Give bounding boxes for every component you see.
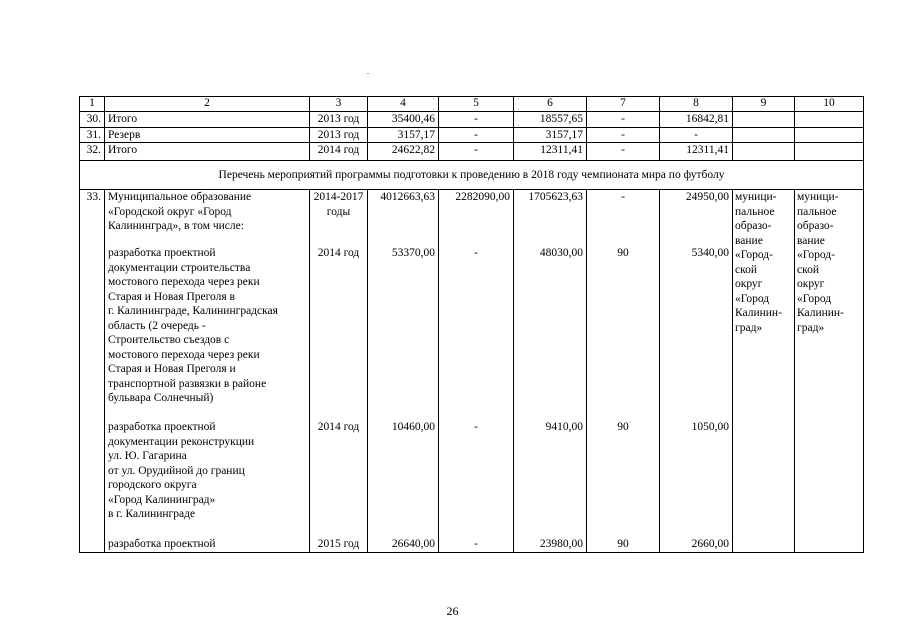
- table-row: [80, 112, 864, 128]
- row-col9: [733, 127, 795, 143]
- row-col6: 1705623,63: [514, 190, 587, 247]
- sub-item-col6: 48030,00: [514, 246, 587, 420]
- row-name: Итого: [105, 143, 310, 161]
- row-col6: 3157,17: [514, 127, 587, 143]
- sub-item-year: 2014 год: [310, 420, 368, 537]
- row-number: 31.: [80, 127, 105, 143]
- row-col7: -: [587, 143, 660, 161]
- table-row: [80, 143, 864, 161]
- row-year: 2014 год: [310, 143, 368, 161]
- sub-item-col5: -: [439, 246, 514, 420]
- row-name: Резерв: [105, 127, 310, 143]
- row-name: Муниципальное образование «Городской округ «Город Калининград», в том числе:: [105, 190, 310, 247]
- sub-item-name: разработка проектной документации реконструкции ул. Ю. Гагарина от ул. Орудийной до границ городского округа «Город Калининград» в г. Калининграде: [105, 420, 310, 537]
- row-col5: -: [439, 112, 514, 128]
- header-cell: 1: [80, 97, 105, 112]
- responsible-col10: муници- пальное образо- вание «Город- ской округ «Город Калинин- град»: [795, 190, 864, 553]
- row-col6: 18557,65: [514, 112, 587, 128]
- header-cell: 9: [733, 97, 795, 112]
- page-number: 26: [446, 604, 459, 618]
- row-number: 33.: [80, 190, 105, 553]
- row-col7: -: [587, 190, 660, 247]
- header-cell: 8: [660, 97, 733, 112]
- sub-item-col5: -: [439, 420, 514, 537]
- row-col5: -: [439, 127, 514, 143]
- header-cell: 10: [795, 97, 864, 112]
- row-number: 30.: [80, 112, 105, 128]
- row-col9: [733, 112, 795, 128]
- row-year: 2013 год: [310, 112, 368, 128]
- row-col8: 12311,41: [660, 143, 733, 161]
- row-col7: -: [587, 112, 660, 128]
- row-total: 4012663,63: [368, 190, 439, 247]
- table-row: [80, 190, 864, 247]
- section-title: Перечень мероприятий программы подготовки к проведению в 2018 году чемпионата мира по футболу: [80, 161, 864, 190]
- sub-item-col6: 23980,00: [514, 537, 587, 552]
- row-name: Итого: [105, 112, 310, 128]
- row-col10: [795, 143, 864, 161]
- row-col6: 12311,41: [514, 143, 587, 161]
- program-table: [79, 96, 864, 553]
- row-year: 2014-2017 годы: [310, 190, 368, 247]
- header-cell: 5: [439, 97, 514, 112]
- sub-item-name: разработка проектной документации строительства мостового перехода через реки Старая и Новая Преголя в г. Калининграде, Калининградская область (2 очередь - Строительство съездов с мостового перехода через реки Старая и Новая Преголя и транспортной развязки в районе бульвара Солнечный): [105, 246, 310, 420]
- sub-item-col5: -: [439, 537, 514, 552]
- responsible-col9: муници- пальное образо- вание «Город- ской округ «Город Калинин- град»: [733, 190, 795, 553]
- header-cell: 7: [587, 97, 660, 112]
- scan-speck: [367, 73, 369, 74]
- row-col9: [733, 143, 795, 161]
- row-col10: [795, 127, 864, 143]
- sub-item-year: 2014 год: [310, 246, 368, 420]
- sub-item-year: 2015 год: [310, 537, 368, 552]
- header-cell: 4: [368, 97, 439, 112]
- sub-item-col6: 9410,00: [514, 420, 587, 537]
- row-col8: 16842,81: [660, 112, 733, 128]
- header-cell: 3: [310, 97, 368, 112]
- header-cell: 2: [105, 97, 310, 112]
- row-number: 32.: [80, 143, 105, 161]
- row-total: 35400,46: [368, 112, 439, 128]
- sub-item-col8: 1050,00: [660, 420, 733, 537]
- row-col5: -: [439, 143, 514, 161]
- row-year: 2013 год: [310, 127, 368, 143]
- sub-item-total: 26640,00: [368, 537, 439, 552]
- table-row: [80, 127, 864, 143]
- sub-item-col7: 90: [587, 420, 660, 537]
- row-col10: [795, 112, 864, 128]
- sub-item-name: разработка проектной: [105, 537, 310, 552]
- row-col5: 2282090,00: [439, 190, 514, 247]
- section-row: [80, 161, 864, 190]
- sub-item-total: 10460,00: [368, 420, 439, 537]
- sub-item-col7: 90: [587, 537, 660, 552]
- row-col7: -: [587, 127, 660, 143]
- header-cell: 6: [514, 97, 587, 112]
- row-col8: -: [660, 127, 733, 143]
- row-total: 3157,17: [368, 127, 439, 143]
- row-total: 24622,82: [368, 143, 439, 161]
- sub-item-total: 53370,00: [368, 246, 439, 420]
- sub-item-col8: 2660,00: [660, 537, 733, 552]
- row-col8: 24950,00: [660, 190, 733, 247]
- column-number-header: [80, 97, 864, 112]
- sub-item-col7: 90: [587, 246, 660, 420]
- sub-item-col8: 5340,00: [660, 246, 733, 420]
